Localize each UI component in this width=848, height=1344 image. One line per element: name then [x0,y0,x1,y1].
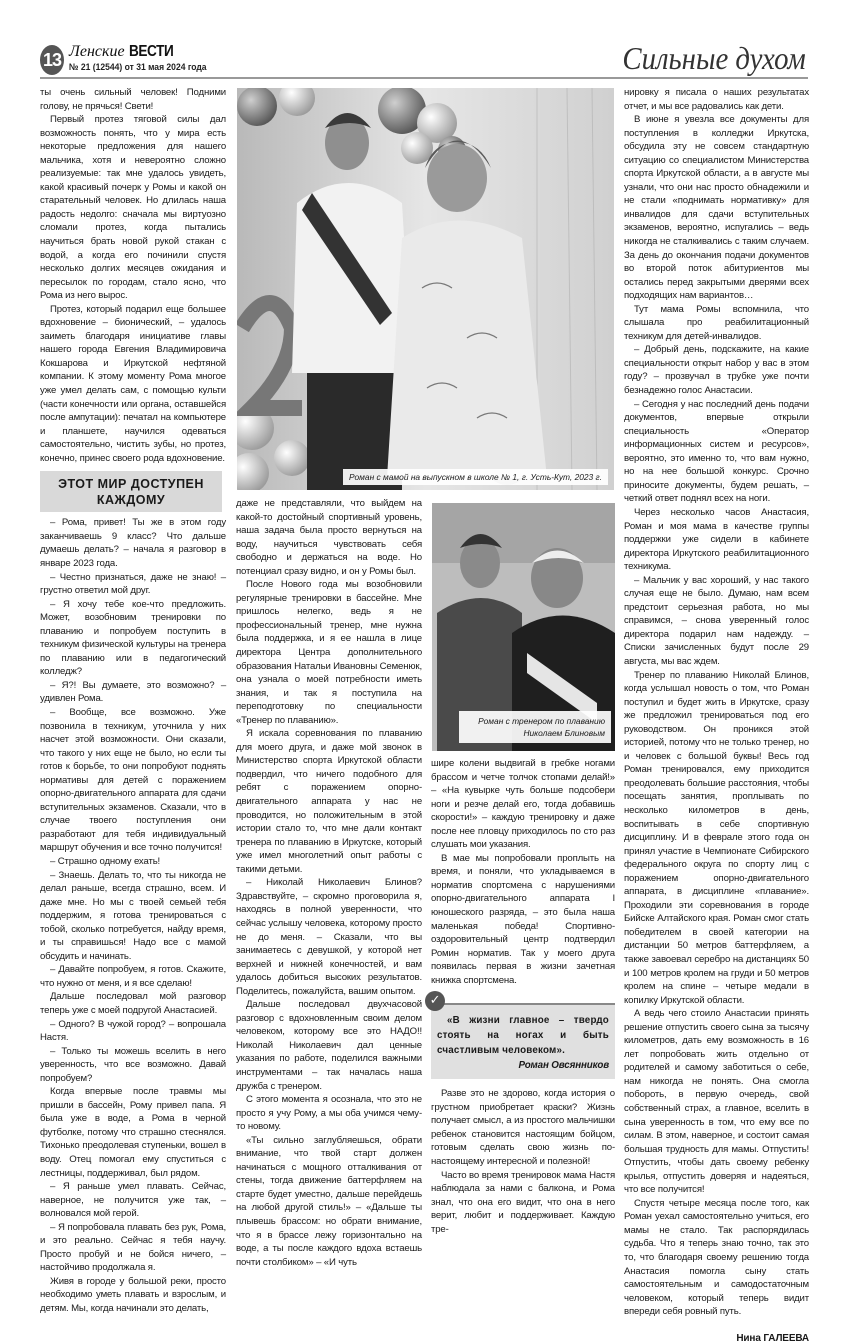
paragraph: – Рома, привет! Ты же в этом году заканчиваешь 9 класс? Что дальше думаешь делать? – начала я разговор в январе 2023 года. [40,517,226,569]
quote-text: «В жизни главное – твердо стоять на ногах и быть счастливым человеком». [437,1015,609,1057]
paragraph: – Страшно одному ехать! [50,855,161,867]
paragraph: шире колени выдвигай в гребке ногами брассом и четче толчок стопами делай!» – «На кувырке чуть больше подсобери ноги и резче делай его, тогда добавишь скорости!» – каждую тренировку и даже после нее пловцу приходилось по сто раз слушать мои указания. [431,758,615,851]
paragraph: – Я раньше умел плавать. Сейчас, наверное, не получится уже так, – волновался мой герой. [40,1181,226,1220]
paragraph: Протез, который подарил еще большее вдохновение – бионический, – удалось заиметь благодаря инициативе главы нашего города Евгения Владимировича Кокшарова и Иркутской нефтяной компании. К этому моменту Рома многое уже умел делать сам, с помощью культи (части конечности или органа, оставшейся после ампутации): печатал на компьютере и планшете, научился одеваться самостоятельно, чистить зубы, но протез, конечно, принес своего рода вдохновение. [40,303,226,464]
paragraph: – Я?! Вы думаете, это возможно? – удивлен Рома. [40,679,226,705]
paragraph: – Добрый день, подскажите, на какие специальности открыт набор у вас в этом году? – прозвучал в трубке уже почти безнадежно голос Анастасии. [624,344,809,397]
quote-author: Роман Овсянников [518,1060,609,1072]
paragraphs [624,113,809,1319]
page-number-badge: 13 [40,45,64,75]
paper-name-italic: Ленские [69,43,125,60]
paragraph: Первый протез тяговой силы дал возможность понять, что у мира есть некоторые предложения для нашего мальчика, хотя и невероятно сложно реализуемые: так мне удалось увидеть, какой красивый почерк у Ромы и какой он старательный человек. Но длилась наша радость недолго: сначала мы виртуозно сломали протез, когда пытались научиться брать новой рукой стакан с водой, а когда его починили спустя несколько долгих месяцев ожидания и пересылок по городам, стало ясно, что Рома из него вырос. [40,114,226,302]
paragraph: Дальше последовал мой разговор теперь уже с моей подругой Анастасией. [40,991,226,1016]
paragraph: – Я хочу тебе кое-что предложить. Может, возобновим тренировки по плаванию и попробуем поступить в техникум физической культуры на тренера по плаванию или в педагогический колледж? [40,598,226,678]
pull-quote [429,993,615,1079]
author-signature: Нина ГАЛЕЕВА [736,1332,809,1344]
rubric-title: Сильные духом [622,40,806,76]
paragraph: – Мальчик у вас хороший, у нас такого случая еще не было. Думаю, нам всем предстоит серьезная работа, но мы справимся, – снова уверенный голос директора подарил нам надежду. – Списки зачисленных будут после 29 августа, мы вас ждем. [624,574,809,667]
photo-graduation-image [237,88,614,490]
photo-caption: Роман с мамой на выпускном в школе № 1, г. Усть-Кут, 2023 г. [343,469,608,485]
photo-coach [432,503,615,751]
paragraphs [236,578,422,1269]
paragraph: Часто во время тренировок мама Настя наблюдала за нами с балкона, и Рома знал, что она его видит, что она в него верит, любит и поддерживает. Каждую тре- [431,1169,615,1235]
paragraph: После Нового года мы возобновили регулярные тренировки в бассейне. Мне пришлось нелегко, ведь я не профессиональный тренер, мне нужна была поддержка, и я ее нашла в лице директора Центра дополнительного образования Натальи Ивановны Семенюк, она узнала о моей потребности иметь знания, и так я поступила на переподготовку по специальности «Тренер по плаванию». [236,579,422,726]
photo-graduation [237,88,614,490]
section-heading: ЭТОТ МИР ДОСТУПЕН КАЖДОМУ [40,471,222,512]
paragraph: ты очень сильный человек! Подними голову, не прячься! Свети! [40,87,226,112]
header-rule [40,77,808,79]
photo-caption: Роман с тренером по плаванию Николаем Блиновым [459,711,611,743]
paragraphs [40,516,226,1315]
paragraph: Когда впервые после травмы мы пришли в бассейн, Рому привел папа. Я была уже в воде, а Рома в черной футболке, потому что страшно стеснялся. Тихонько преодолевая ступеньки, вошел в воду. Отец помогал ему спуститься с лестницы, поддерживал, был рядом. [40,1086,226,1179]
paragraph: А ведь чего стоило Анастасии принять решение отпустить своего сына за тысячу километров, дать ему возможность в 16 лет попробовать жить отдельно от родителей и самому заботиться о себе, нам никогда не понять. Она смогла побороть, в первую очередь, свой собственный страх, а главное, вселить в сына уверенность в том, что ему все по силам. В этом, наверное, и состоит самая большая трудность для мамы. Отпустить! Отпустить, чтобы дать своему ребенку крылья, отпустить доверяя и надеяться, что все получится! [624,1008,809,1196]
paragraphs [40,113,226,465]
paragraph: Тренер по плаванию Николай Блинов, когда услышал новость о том, что Роман поступил и будет жить в Иркутске, сразу же предложил тренироваться под его руководством. Он проникся этой историей, потому что не только тренер, но и человек с большой буквы! Весь год Роман тренировался, ему приходится преодолевать большие расстояния, чтобы посещать занятия, проплывать по несколько километров в день, воспитывать в себе спортивную дисциплину. И в феврале этого года он принял участие в Чемпионате Сибирского федерального округа по спорту лиц с поражением опорно-двигательного аппарата, в дисциплине «плавание». Проходили эти соревнования в городе Бийске Алтайского края. Роман смог стать победителем в своей категории на дистанции 50 метров баттерфляем, а также завоевал серебро на дистанциях 50 и 100 метров кролем на груди и 50 метров кролем на спине – четыре медали в копилку Иркутской области. [624,669,809,1006]
paragraph: – Давайте попробуем, я готов. Скажите, что нужно от меня, и я все сделаю! [40,964,226,989]
paragraph: – Сегодня у нас последний день подачи документов, впервые открыли специальность «Оператор информационных систем и ресурсов», вероятно, это именно то, что вам нужно, но на нее большой конкурс. Срочно приносите документы, будем решать, – четкий ответ поднял всех на ноги. [624,398,809,505]
issue-info: № 21 (12544) от 31 мая 2024 года [69,62,207,73]
paragraph: Я искала соревнования по плаванию для моего друга, и даже мой звонок в Министерство спорта Иркутской области подвердил, что ничего подобного для ребят с поражением опорно-двигательного аппарата у нас не проводится, но положительным в этой истории стало то, что мне дали контакт тренера по плаванию в Иркутске, который уже имел многолетний опыт работы с такими детьми. [236,728,422,875]
paragraph: Дальше последовал двухчасовой разговор с вдохновленным своим делом человеком, которому все это НАДО!! Николай Николаевич дал ценные указания по работе, поделился важными инструментами – так началась наша дружба с тренером. [236,999,422,1092]
paragraph: – Честно признаться, даже не знаю! – грустно ответил мой друг. [40,571,226,597]
paragraph: В июне я увезла все документы для поступления в колледжи Иркутска, обсудила эту не совсем стандартную ситуацию со специалистом Министерства спорта Иркутской области, а в августе мы узнали, что они нас просто обнадежили и не стали «поднимать нормативку» для инвалидов для сдачи вступительных экзаменов, вероятно, испугались – ведь никогда не сталкивались с таким случаем. За день до окончания подачи документов во второй поток абитуриентов мы остались перед закрытыми дверями всех подходящих нам вариантов… [624,114,809,302]
paragraph: Через несколько часов Анастасия, Роман и моя мама в качестве группы поддержки уже сидели в кабинете директора Иркутского реабилитационного техникума. [624,506,809,573]
article-column-2 [236,497,422,1269]
paragraph: Живя в городе у большой реки, просто необходимо уметь плавать и взрослым, и детям. Мы, когда начинали это делать, [40,1275,226,1315]
paragraph: нировку я писала о наших результатах отчет, и мы все радовались как дети. [624,87,809,112]
paragraph: – Знаешь. Делать то, что ты никогда не делал раньше, всегда страшно, всем. И даже мне. Но мы с твоей семьей тебя поддержим, я готова тренироваться с тобой, сколько потребуется, найду время, и ты справишься! Надо все с мамой обсудить и начинать. [40,869,226,962]
paragraph: Спустя четыре месяца после того, как Роман уехал самостоятельно учиться, его мамы не стало. Так распорядилась судьба. Что я теперь знаю точно, так это то, что благодаря своему решению тогда Анастасия помогла сыну стать самостоятельным и самодостаточным человеком, который теперь видит впереди себя ровный путь. [624,1197,809,1318]
paragraphs [431,852,615,987]
paragraph: – Только ты можешь вселить в него уверенность, что все возможно. Давай попробуем? [40,1045,226,1084]
paragraph: «Ты сильно заглубляешься, обрати внимание, что твой старт должен начинаться с мощного отталкивания от стены, тогда движение баттерфляем на старте будет уместно, дальше перейдешь на любой другой стиль!» – «Дальше ты плывешь брассом: но обрати внимание, что я в брассе лежу горизонтально на воде, а ты после каждого вдоха встаешь почти столбиком» – «И чуть [236,1134,422,1268]
article-column-1 [40,86,226,1316]
newspaper-masthead [69,43,222,73]
article-column-4 [624,86,809,1344]
paragraph: даже не представляли, что выйдем на какой-то достойный спортивный уровень, наша задача была просто вернуться на воду, научиться чувствовать себя свободно и держаться на воде. Но потенциал сразу видно, и он у Ромы был. [236,498,422,577]
paper-name-bold: ВЕСТИ [129,43,174,60]
paragraph: – Я попробовала плавать без рук, Рома, и это реально. Сейчас я тебя научу. Просто пробуй и не бойся ничего, – настойчиво продолжала я. [40,1221,226,1274]
paragraph: Разве это не здорово, когда история о грустном приобретает краски? Жизнь получает смысл, а из простого мальчишки ребенок становится настоящим бойцом, готовым сделать свою жизнь по-настоящему интересной и полезной! [431,1088,615,1168]
paragraph: С этого момента я осознала, что это не просто я учу Рому, а мы оба учимся чему-то новому. [236,1094,422,1133]
checkmark-icon: ✓ [425,991,445,1011]
paragraph: – Одного? В чужой город? – вопрошала Настя. [40,1018,226,1044]
paragraphs [431,1087,615,1236]
article-column-3 [431,757,615,1236]
paragraph: – Николай Николаевич Блинов? Здравствуйте, – скромно проговорила я, находясь в полной уверенности, что сейчас услышу человека, которому просто не до меня. – Сказали, что вы занимаетесь с девушкой, у которой нет верхней и нижней конечностей, и вам удалось добиться высоких результатов. Поделитесь, пожалуйста, вашим опытом. [236,877,422,997]
paragraph: – Вообще, все возможно. Уже позвонила в техникум, уточнила у них насчет этой возможности. Они сказали, что такого у них еще не было, но если ты готов к борьбе, то они попробуют поднять нормативы для детей с поражением опорно-двигательного аппарата для сдачи вступительных экзаменов. Сказали, что в случае твоего поступления они разработают для тебя индивидуальный маршрут обучения и все точно получится! [40,706,226,854]
paragraph: Тут мама Ромы вспомнила, что слышала про реабилитационный техникум для детей-инвалидов. [624,303,809,342]
paragraph: В мае мы попробовали проплыть на время, и поняли, что укладываемся в норматив спортсмена с нарушениями опорно-двигательного аппарата I юношеского разряда, – это была наша маленькая победа! Спортивно-оздоровительный центр подтвердил Ромин норматив. Так у моего друга появилась первая в жизни зачетная книжка спортсмена. [431,852,615,986]
